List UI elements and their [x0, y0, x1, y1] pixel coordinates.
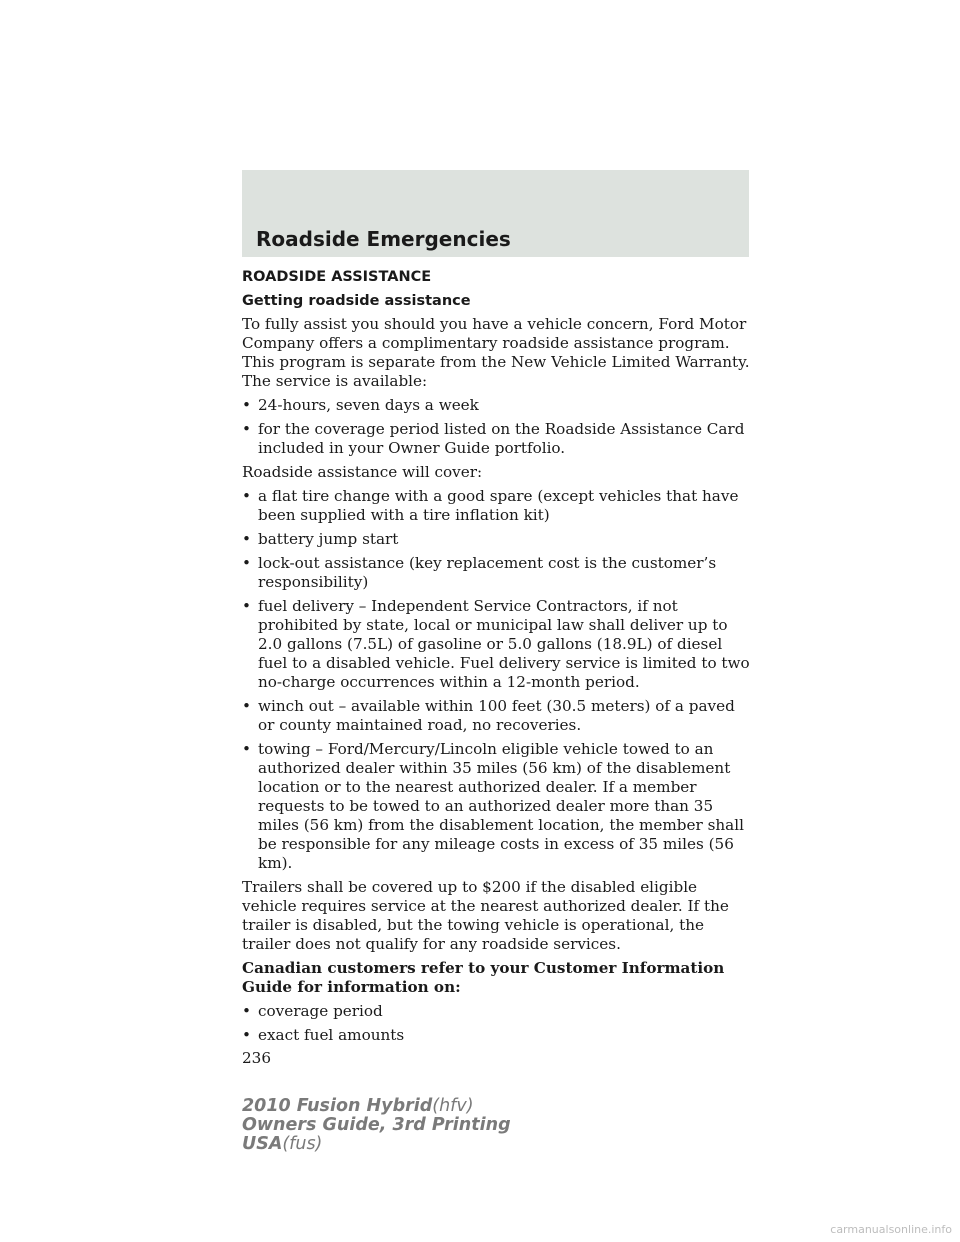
list-item: • towing – Ford/Mercury/Lincoln eligible vehicle towed to an authorized dealer within 35 miles (56 km) of the disablement location or to the nearest authorized dealer. If a member requests to be towed to an authorized dealer more than 35 miles (56 km) from the disablement location, the member shall be responsible for any mileage costs in excess of 35 miles (56 km).	[242, 740, 750, 873]
section-subheading: Getting roadside assistance	[242, 293, 471, 309]
canadian-list	[242, 1002, 750, 1045]
footer-line-2: Owners Guide, 3rd Printing	[242, 1115, 511, 1135]
coverage-intro: Roadside assistance will cover:	[242, 463, 483, 481]
footer-market-code: (fus)	[282, 1134, 323, 1154]
page-content	[242, 268, 750, 1068]
list-item: • coverage period	[242, 1002, 750, 1021]
list-item: • for the coverage period listed on the Roadside Assistance Card included in your Owner Guide portfolio.	[242, 420, 750, 458]
section-heading: ROADSIDE ASSISTANCE	[242, 269, 432, 285]
page-number: 236	[242, 1049, 271, 1067]
section-header-band	[242, 170, 749, 257]
site-watermark: carmanualsonline.info	[830, 1223, 952, 1236]
list-item: • winch out – available within 100 feet (30.5 meters) of a paved or county maintained road, no recoveries.	[242, 697, 750, 735]
list-item: • battery jump start	[242, 530, 750, 549]
footer-market: USA	[242, 1134, 283, 1154]
footer-model-code: (hfv)	[432, 1096, 474, 1116]
document-footer	[242, 1097, 511, 1154]
section-title: Roadside Emergencies	[256, 227, 511, 251]
list-item: • fuel delivery – Independent Service Contractors, if not prohibited by state, local or municipal law shall deliver up to 2.0 gallons (7.5L) of gasoline or 5.0 gallons (18.9L) of diesel fuel to a disabled vehicle. Fuel delivery service is limited to two no-charge occurrences within a 12-month period.	[242, 597, 750, 692]
footer-model: 2010 Fusion Hybrid	[242, 1096, 433, 1116]
list-item: • a flat tire change with a good spare (except vehicles that have been supplied with a tire inflation kit)	[242, 487, 750, 525]
availability-list	[242, 396, 750, 458]
canadian-note: Canadian customers refer to your Customer Information Guide for information on:	[242, 959, 725, 996]
coverage-list	[242, 487, 750, 873]
footer-line-1	[242, 1097, 511, 1116]
list-item: • 24-hours, seven days a week	[242, 396, 750, 415]
list-item: • lock-out assistance (key replacement cost is the customer’s responsibility)	[242, 554, 750, 592]
intro-paragraph: To fully assist you should you have a vehicle concern, Ford Motor Company offers a complimentary roadside assistance program. This program is separate from the New Vehicle Limited Warranty. The service is available:	[242, 315, 750, 390]
trailers-paragraph: Trailers shall be covered up to $200 if the disabled eligible vehicle requires service at the nearest authorized dealer. If the trailer is disabled, but the towing vehicle is operational, the trailer does not qualify for any roadside services.	[242, 878, 729, 953]
list-item: • exact fuel amounts	[242, 1026, 750, 1045]
footer-line-3	[242, 1135, 511, 1154]
